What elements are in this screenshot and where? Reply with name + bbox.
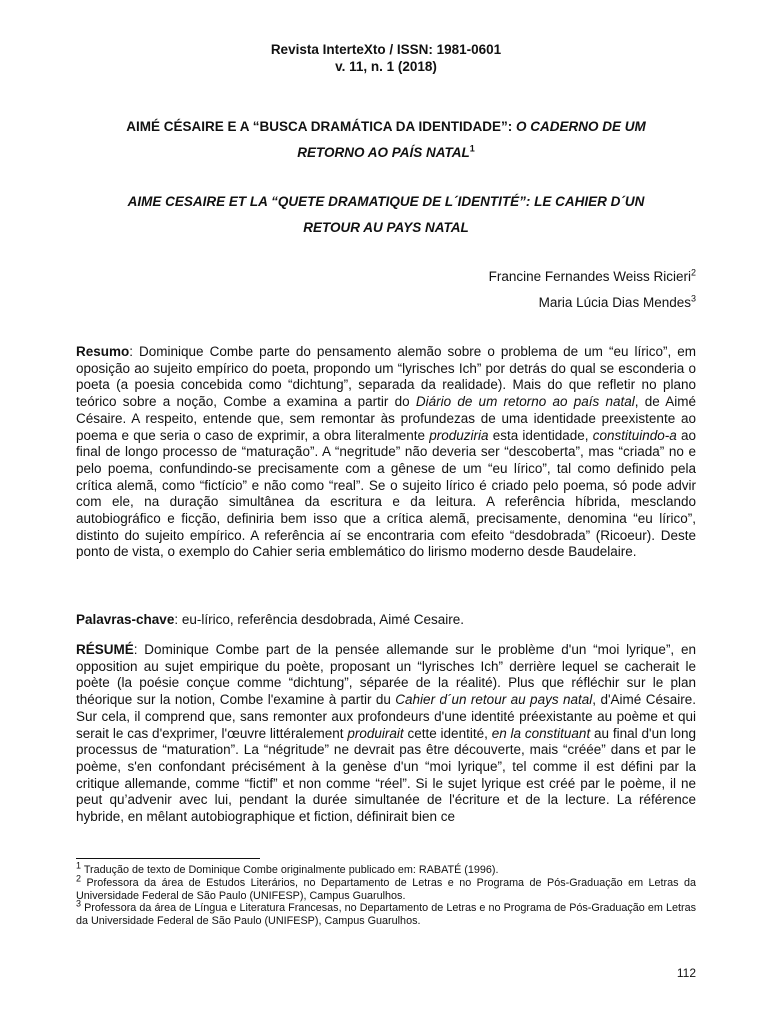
abstract-text: , de Aimé Césaire. A respeito, entende que, sem remontar às profundezas de uma identidade preexistente ao poema e que seria o caso de exprimir, a obra literalmente [76, 394, 696, 443]
title-pt-main: AIMÉ CÉSAIRE E A “BUSCA DRAMÁTICA DA IDENTIDADE”: [126, 119, 516, 134]
resume-italic: Cahier d´un retour au pays natal [395, 692, 593, 708]
author-footnote-mark: 3 [690, 293, 696, 304]
footnote-text: Tradução de texto de Dominique Combe originalmente publicado em: RABATÉ (1996). [81, 864, 499, 876]
footnote-number: 2 [76, 873, 82, 884]
footnote-number: 3 [76, 898, 82, 909]
resume-text: au final d'un long processus de “maturation”. La “négritude” ne devrait pas être découverte, mais “créée” dans et par le poème, s'en confondant précisément à la genèse d'un “moi lyrique”, tel comme il est défini par la critique allemande, comme “fictif” et non comme “réel”. Si le sujet lyrique est créé par le poème, il ne peut qu’advenir avec lui, pendant la durée simultanée de l'écriture et de la lecture. La référence hybride, en mêlant autobiographique et fiction, définirait bien ce [76, 725, 696, 825]
keywords-label: Palavras-chave [76, 612, 175, 627]
journal-title: Revista InterteXto / ISSN: 1981-0601 [270, 42, 502, 57]
footnotes [76, 860, 696, 928]
resume-italic: en la constituant [491, 725, 591, 741]
footnote-text: Professora da área de Estudos Literários, no Departamento de Letras e no Programa de Pós-Graduação em Letras da Universidade Federal de São Paulo (UNIFESP), Campus Guarulhos. [76, 876, 696, 902]
author [76, 290, 696, 316]
resume-text: , d'Aimé Césaire. Sur cela, il comprend que, sans remonter aux profondeurs d'une identité préexistante au poème et qui serait le cas d'exprimer, l'œuvre littéralement [76, 692, 696, 741]
abstract-label: Resumo [76, 344, 130, 359]
author-list [76, 264, 696, 316]
author-name: Francine Fernandes Weiss Ricieri [488, 269, 691, 284]
author-footnote-mark: 2 [690, 267, 696, 278]
footnote [76, 873, 696, 903]
author-name: Maria Lúcia Dias Mendes [538, 295, 691, 310]
page-number: 112 [676, 966, 696, 980]
abstract-text: ao final de longo processo de “maturação”. A “negritude” não deveria ser “descoberta”, mas “criada” no e pelo poema, confundindo-se precisamente com a gênese de um “eu lírico”, tal como definido pela crítica alemã, como “fictício” e não como “real”. Se o sujeito lírico é criado pelo poema, só pode advir com ele, na duração simultânea da escritura e da leitura. A referência híbrida, mesclando autobiográfico e ficção, definiria bem isso que a crítica alemã, precisamente, denomina “eu lírico”, distinto do sujeito empírico. A referência aí se encontraria com efeito “desdobrada” (Ricoeur). Deste ponto de vista, o exemplo do Cahier seria emblemático do lirismo moderno desde Baudelaire. [76, 427, 696, 560]
abstract-portuguese [76, 344, 696, 561]
footnote-number: 1 [76, 860, 82, 871]
article-title-french [76, 189, 696, 241]
resume-text: : Dominique Combe part de la pensée allemande sur le problème d'un “moi lyrique”, en opposition au sujet empirique du poète, proposant un “lyrisches Ich” derrière lequel se cacherait le poète (la poésie conçue comme “dichtung”, séparée de la réalité). Plus que réfléchir sur le plan théorique sur la notion, Combe l'examine à partir du [76, 642, 696, 708]
footnote-mark: 1 [469, 143, 475, 154]
abstract-text: : Dominique Combe parte do pensamento alemão sobre o problema de um “eu lírico”, em oposição ao sujeito empírico do poeta, propondo um “lyrisches Ich” por detrás do qual se esconderia o poeta (a poesia concebida como “dichtung”, separada da realidade). Mais do que refletir no plano teórico sobre a noção, Combe a examina a partir do [76, 344, 696, 410]
footnote-divider [76, 858, 260, 859]
article-title-portuguese [76, 114, 696, 166]
footnote-text: Professora da área de Língua e Literatura Francesas, no Departamento de Letras e no Programa de Pós-Graduação em Letras da Universidade Federal de São Paulo (UNIFESP), Campus Guarulhos. [76, 902, 696, 928]
document-page [76, 0, 696, 1024]
keywords-text: : eu-lírico, referência desdobrada, Aimé Cesaire. [174, 612, 464, 627]
abstract-italic: produziria [429, 427, 489, 443]
abstract-italic: Diário de um retorno ao país natal [415, 394, 635, 410]
title-fr-line1: AIME CESAIRE ET LA “QUETE DRAMATIQUE DE L´IDENTITÉ”: LE CAHIER D´UN [127, 194, 645, 209]
footnote [76, 898, 696, 928]
keywords [76, 612, 696, 629]
journal-volume: v. 11, n. 1 (2018) [335, 59, 437, 74]
title-fr-line2: RETOUR AU PAYS NATAL [303, 220, 469, 235]
resume-italic: produirait [347, 725, 404, 741]
abstract-italic: constituindo-a [592, 427, 677, 443]
abstract-french [76, 642, 696, 826]
resume-label: RÉSUMÉ [76, 642, 134, 657]
abstract-text: esta identidade, [488, 427, 593, 443]
journal-header [76, 41, 696, 75]
author [76, 264, 696, 290]
title-pt-italic-1: O CADERNO DE UM [516, 119, 646, 134]
footnote [76, 860, 696, 877]
title-pt-italic-2: RETORNO AO PAÍS NATAL [297, 145, 470, 160]
resume-text: cette identité, [403, 725, 492, 741]
